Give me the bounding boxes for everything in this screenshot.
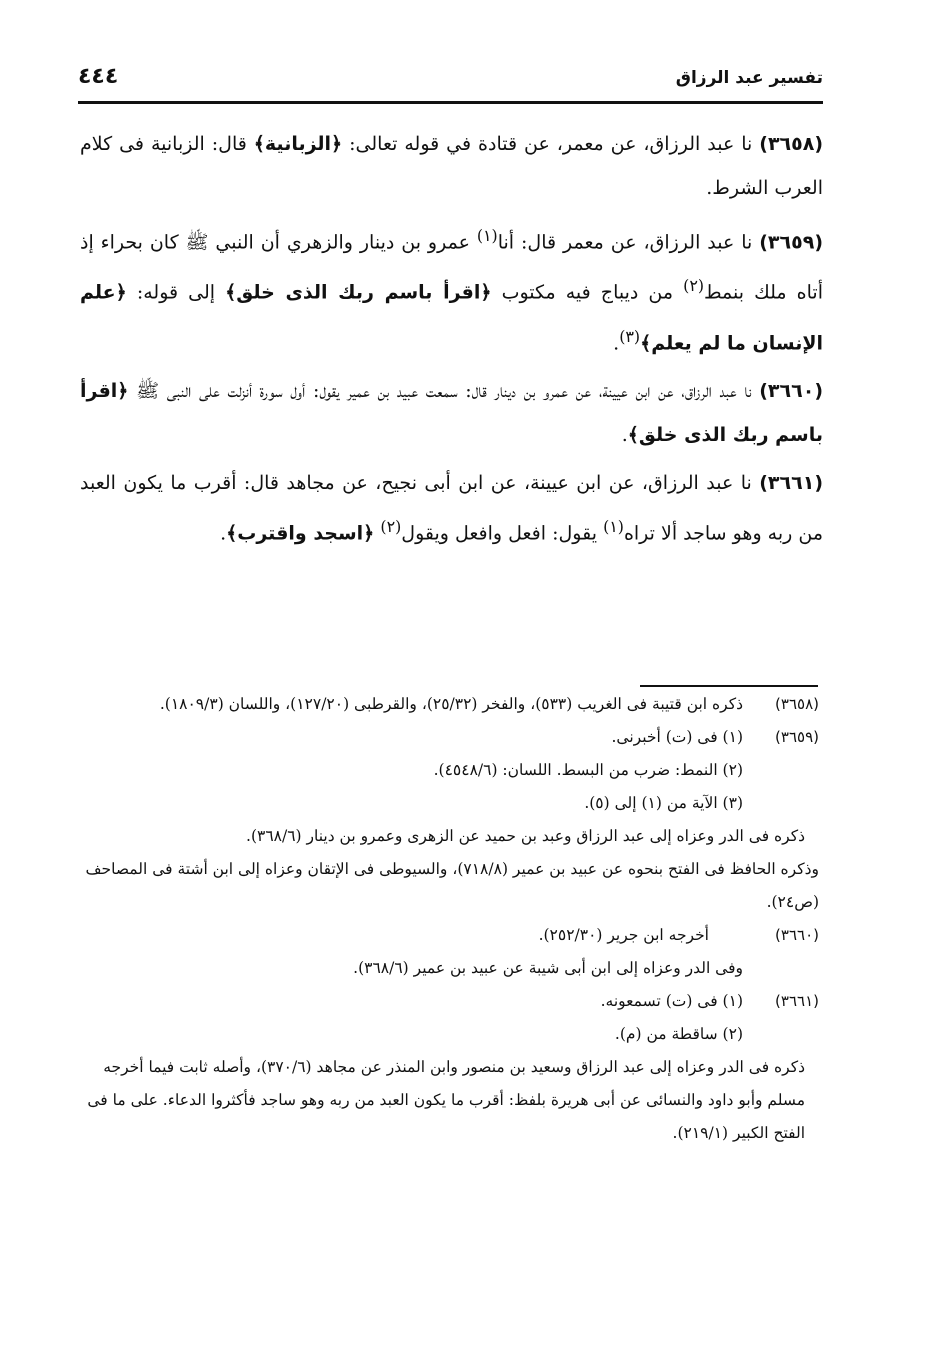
text: . (621, 423, 628, 446)
footnote-key: (٣٦٥٨) (775, 695, 819, 713)
footnote-line: وذكره الحافظ فى الفتح بنحوه عن عبيد بن عمير (٧١٨/٨)، والسيوطى فى الإتقان وعزاه إلى ابن أشتة فى المصاحف (ص٢٤). (85, 860, 819, 911)
footnote-3660 (76, 919, 819, 985)
footnote-3658 (76, 688, 819, 721)
entry-number: (٣٦٦٠) (759, 379, 823, 402)
text: نا عبد الرزاق، عن معمر، عن قتادة في قوله تعالى: (342, 133, 760, 155)
footnote-text: أخرجه ابن جرير (٢٥٢/٣٠). (538, 926, 709, 944)
text: . (220, 522, 227, 545)
quran-quote: ﴿الزبانية﴾ (253, 133, 343, 155)
text: قال: الزبانية فى كلام العرب الشرط. (80, 133, 823, 199)
text: يقول: افعل وافعل ويقول (401, 522, 604, 545)
quran-quote: ﴿علم الإنسان ما لم يعلم﴾ (80, 281, 823, 354)
footnote-ref: (٣) (619, 326, 641, 346)
footnote-line: (٢) النمط: ضرب من البسط. اللسان: (٤٥٤٨/٦). (433, 761, 743, 779)
page-number: ٤٤٤ (78, 64, 119, 89)
quran-quote: ﴿اسجد واقترب﴾ (226, 522, 375, 545)
header-rule (78, 101, 823, 104)
entry-number: (٣٦٦١) (759, 471, 823, 494)
footnote-key: (٣٦٥٩) (775, 728, 819, 746)
footnote-3661 (76, 985, 819, 1150)
entry-number: (٣٦٥٨) (759, 133, 824, 155)
footnote-key: (٣٦٦٠) (775, 926, 819, 944)
footnote-line: ذكره فى الدر وعزاه إلى عبد الرزاق وعبد بن حميد عن الزهرى وعمرو بن دينار (٣٦٨/٦). (246, 827, 805, 845)
paragraph-3658 (80, 122, 823, 210)
footnote-separator (640, 685, 818, 687)
text: . (613, 331, 620, 354)
text: عمرو بن دينار والزهري أن النبي ﷺ كان بحراء إذ أتاه ملك بنمط (80, 231, 823, 304)
main-text (80, 122, 823, 559)
footnote-line (76, 919, 819, 952)
footnote-text: (١) فى (ت) أخبرنى. (611, 728, 743, 746)
paragraph-3659 (80, 214, 823, 365)
footnote-line: (٢) ساقطة من (م). (614, 1025, 743, 1043)
footnote-text: ذكره ابن قتيبة فى الغريب (٥٣٣)، والفخر (٢٥/٣٢)، والقرطبى (١٢٧/٢٠)، واللسان (١٨٠٩/٣). (159, 695, 743, 713)
footnote-ref: (٢) (683, 276, 705, 296)
paragraph-3661 (80, 461, 823, 555)
running-header (78, 56, 823, 104)
footnote-ref: (١) (476, 226, 498, 245)
text: نا عبد الرزاق، عن معمر قال: أنا (497, 231, 760, 254)
book-title: تفسير عبد الرزاق (675, 68, 823, 88)
text: نا عبد الرزاق، عن ابن عيينة، عن ابن أبى نجيح، عن مجاهد قال: أقرب ما يكون العبد من ربه وهو ساجد ألا تراه (80, 471, 823, 545)
footnote-line: ذكره فى الدر وعزاه إلى عبد الرزاق وسعيد بن منصور وابن المنذر عن مجاهد (٣٧٠/٦)، وأصله ثابت فيما أخرجه مسلم وأبو داود والنسائى عن أبى هريرة بلفظ: أقرب ما يكون العبد من ربه وهو ساجد فأكثروا الدعاء. على ما فى الفتح الكبير (٢١٩/١). (87, 1058, 805, 1142)
footnote-line (76, 985, 819, 1018)
footnote-text: (١) فى (ت) تسمعونه. (600, 992, 743, 1010)
footnote-key: (٣٦٦١) (775, 992, 819, 1010)
quran-quote: ﴿اقرأ باسم ربك الذى خلق﴾ (80, 379, 823, 446)
footnote-line: وفى الدر وعزاه إلى ابن أبى شيبة عن عبيد بن عمير (٣٦٨/٦). (353, 959, 743, 977)
footnote-line: (٣) الآية من (١) إلى (٥). (584, 794, 743, 812)
footnote-line (76, 721, 819, 754)
text: إلى قوله: (126, 281, 226, 304)
text: من ديباج فيه مكتوب (491, 281, 684, 304)
footnote-3659 (76, 721, 819, 919)
footnotes (76, 688, 819, 1150)
text: نا عبد الرزاق، عن ابن عيينة، عن عمرو بن دينار قال: سمعت عبيد بن عمير يقول: أول سورة أنزلت على النبى ﷺ (128, 379, 760, 402)
entry-number: (٣٦٥٩) (759, 231, 823, 254)
paragraph-3660 (80, 369, 823, 457)
quran-quote: ﴿اقرأ باسم ربك الذى خلق﴾ (225, 281, 492, 304)
footnote-ref: (١) (603, 516, 624, 536)
footnote-ref: (٢) (380, 516, 402, 536)
